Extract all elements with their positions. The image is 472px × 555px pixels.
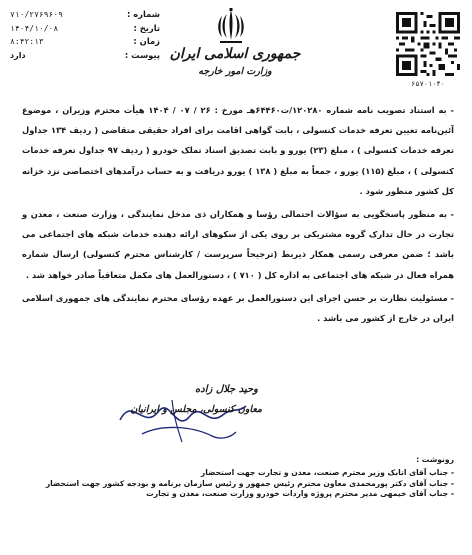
- meta-number: [10, 8, 160, 22]
- qr-code-icon: [396, 12, 460, 76]
- cc-heading: رونوشت :: [416, 455, 454, 464]
- meta-value: ۸:۴۲:۱۳: [10, 37, 44, 46]
- meta-attachment: [10, 49, 160, 63]
- ministry-title: وزارت امور خارجه: [198, 66, 272, 77]
- meta-value: ۱۴۰۴/۱۰/۰۸: [10, 23, 59, 33]
- signatory-title: معاون کنسولی، مجلس و ایرانیان: [130, 404, 262, 415]
- cc-list: [22, 455, 454, 500]
- letter-metadata: [10, 8, 160, 62]
- meta-label: شماره :: [126, 9, 160, 19]
- signatory-name: وحید جلال زاده: [195, 384, 258, 395]
- body-paragraph: - به استناد تصویب نامه شماره ۱۲۰۲۸۰/ت۶۴۴۶۰هـ مورخ : ۲۶ / ۰۷ / ۱۴۰۴ هیأت محترم وزیران ، موضوع آئین‌نامه تعیین تعرفه خدمات کنسولی ، بابت گواهی اقامت برای افراد حقیقی متقاضی ( ردیف ۱۳۴ جداول تعرفه خدمات کنسولی ) ، مبلغ (۲۳) یورو و بابت تصدیق اسناد تملک خودرو ( ردیف ۹۷ جداول تعرفه خدمات کنسولی ) ، مبلغ (۱۱۵) یورو ، جمعاً به مبلغ ( ۱۳۸ ) یورو دریافت و به حساب درآمدهای اختصاصی نزد خزانه کل کشور منظور شود .: [22, 105, 455, 196]
- cc-item: - جناب آقای دکتر پورمحمدی معاون محترم رئیس جمهور و رئیس سازمان برنامه و بودجه کشور جهت استحضار: [45, 478, 454, 488]
- cc-item: - جناب آقای اتابک وزیر محترم صنعت، معدن و تجارت جهت استحضار: [200, 467, 454, 477]
- body-paragraph: - به منظور پاسخگویی به سؤالات احتمالی رؤسا و همکاران ذی مدخل نمایندگی ، وزارت صنعت ، معدن و تجارت در حال تدارک گروه مشتریکی بر روی یکی از سکوهای ارائه دهنده خدمات شبکه های اجتماعی می باشد ؛ ضمن معرفی رسمی همکار ذیربط (ترجیحاً سرپرست / کارشناس محترم کنسولی) ارسال شماره همراه فعال در شبکه های اجتماعی به اداره کل ( ۷۱۰ ) ، دستورالعمل های مکمل متعاقباً صادر خواهد شد .: [22, 209, 454, 280]
- national-emblem-icon: [216, 6, 246, 46]
- meta-date: [10, 22, 160, 36]
- meta-label: پیوست :: [124, 49, 160, 60]
- meta-label: زمان :: [133, 36, 160, 46]
- meta-label: تاریخ :: [133, 22, 160, 33]
- meta-value: دارد: [10, 50, 26, 60]
- meta-value: ۷۱۰/۲۷۶۹۶۰۹: [10, 10, 63, 19]
- qr-caption: ۶۵۷۰۱۰۴۰: [411, 80, 445, 88]
- meta-time: [10, 35, 160, 49]
- republic-title: جمهوری اسلامی ایران: [169, 46, 301, 62]
- handwritten-signature: [112, 390, 252, 446]
- cc-item: - جناب آقای خیمهی مدیر محترم پروژه واردات خودرو وزارت صنعت، معدن و تجارت: [146, 489, 454, 499]
- letter-body: [22, 100, 454, 331]
- body-paragraph: - مسئولیت نظارت بر حسن اجرای این دستورالعمل بر عهده رؤسای محترم نمایندگی های جمهوری اسلامی ایران در خارج از کشور می باشد .: [22, 292, 454, 324]
